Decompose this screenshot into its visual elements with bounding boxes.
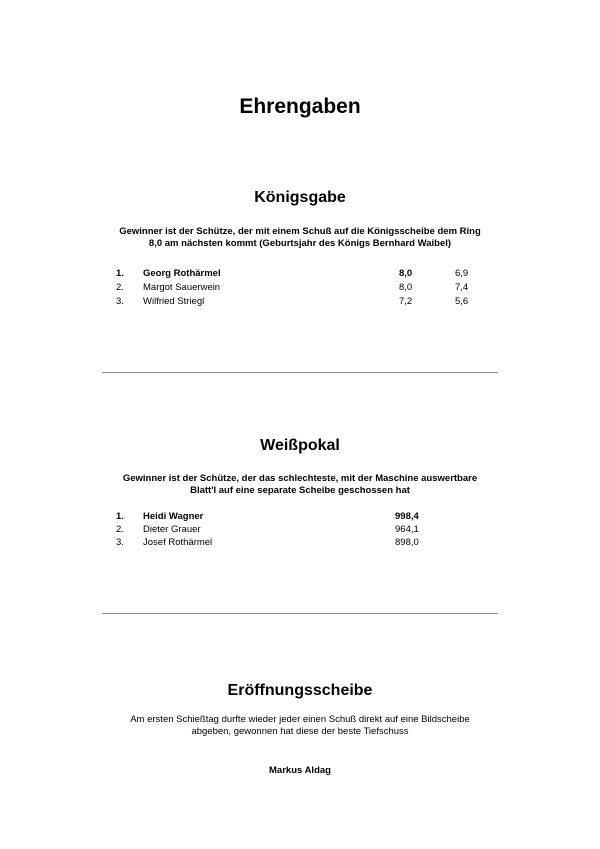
value-2: 6,9: [455, 268, 469, 279]
table-row: [0, 296, 600, 309]
value-1: 964,1: [395, 524, 419, 535]
name: Heidi Wagner: [143, 511, 204, 522]
description-line: Am ersten Schießtag durfte wieder jeder einen Schuß direkt auf eine Bildscheibe: [130, 714, 470, 725]
description-line: Blatt'l auf eine separate Scheibe geschossen hat: [190, 485, 410, 496]
rank: 3.: [116, 296, 124, 307]
author-name: Markus Aldag: [269, 765, 331, 776]
value-1: 8,0: [399, 282, 413, 293]
value-1: 8,0: [399, 268, 413, 279]
table-row: [0, 537, 600, 550]
section-description-weisspokal: [0, 473, 600, 497]
divider: [102, 372, 498, 373]
value-2: 7,4: [455, 282, 469, 293]
section-description-koenigsgabe: [0, 226, 600, 250]
table-row: [0, 282, 600, 295]
rank: 3.: [116, 537, 124, 548]
name: Wilfried Striegl: [143, 296, 205, 307]
section-heading-weisspokal: Weißpokal: [260, 437, 340, 454]
value-1: 7,2: [399, 296, 413, 307]
table-row: [0, 268, 600, 281]
rank: 1.: [116, 511, 124, 522]
description-line: Gewinner ist der Schütze, der das schlechteste, mit der Maschine auswertbare: [122, 473, 478, 484]
name: Margot Sauerwein: [143, 282, 221, 293]
value-1: 998,4: [395, 511, 419, 522]
rank: 2.: [116, 524, 124, 535]
section-description-eroeffnungsscheibe: [0, 714, 600, 738]
description-line: Gewinner ist der Schütze, der mit einem Schuß auf die Königsscheibe dem Ring: [119, 226, 481, 237]
description-line: 8,0 am nächsten kommt (Geburtsjahr des Königs Bernhard Waibel): [148, 238, 452, 249]
divider: [102, 613, 498, 614]
description-line: abgeben, gewonnen hat diese der beste Tiefschuss: [191, 726, 409, 737]
table-row: [0, 524, 600, 537]
name: Josef Rothärmel: [143, 537, 213, 548]
rank: 2.: [116, 282, 124, 293]
section-heading-koenigsgabe: Königsgabe: [254, 189, 346, 206]
page-title: Ehrengaben: [239, 95, 361, 118]
rank: 1.: [116, 268, 124, 279]
name: Dieter Grauer: [143, 524, 201, 535]
section-heading-eroeffnungsscheibe: Eröffnungsscheibe: [227, 682, 373, 699]
value-2: 5,6: [455, 296, 469, 307]
value-1: 898,0: [395, 537, 419, 548]
name: Georg Rothärmel: [143, 268, 221, 279]
table-row: [0, 511, 600, 524]
